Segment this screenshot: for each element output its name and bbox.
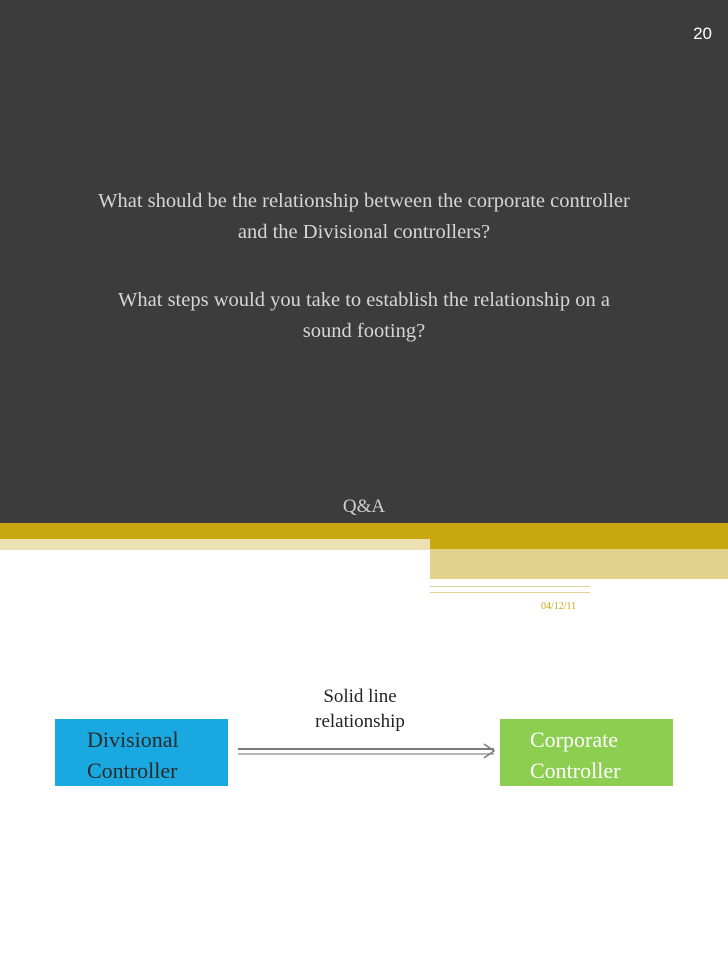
corporate-controller-box (500, 719, 673, 786)
qa-label: Q&A (342, 496, 386, 517)
slide-date: 04/12/11 (541, 601, 577, 612)
arrow-head (484, 744, 494, 758)
connector-label-line-1: Solid line (323, 686, 397, 707)
question-two-line-2: sound footing? (302, 320, 426, 342)
corporate-controller-line-1: Corporate (530, 727, 618, 752)
question-one-line-2: and the Divisional controllers? (237, 221, 491, 243)
divisional-controller-line-1: Divisional (87, 727, 179, 752)
connector-label-line-2: relationship (315, 711, 405, 732)
question-one-line-1: What should be the relationship between the corporate controller (98, 190, 630, 212)
corporate-controller-line-2: Controller (530, 758, 621, 783)
question-two-line-1: What steps would you take to establish the relationship on a (118, 289, 610, 311)
page-number: 20 (693, 24, 712, 43)
divisional-controller-line-2: Controller (87, 758, 178, 783)
